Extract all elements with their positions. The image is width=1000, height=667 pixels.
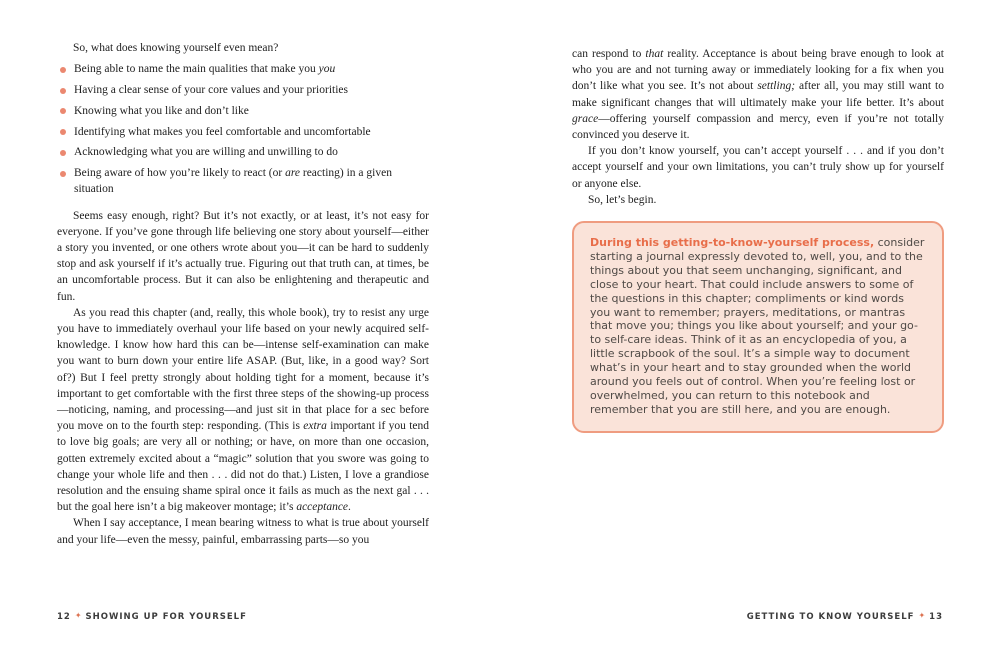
page-number: 13 xyxy=(929,612,943,622)
chapter-title: GETTING TO KNOW YOURSELF xyxy=(746,612,915,622)
left-page xyxy=(57,40,429,548)
bullet-dot-icon xyxy=(60,129,66,135)
bullet-text: Being able to name the main qualities that make you you xyxy=(74,63,336,76)
star-icon: ✦ xyxy=(74,611,82,620)
callout-lead: During this getting-to-know-yourself process, xyxy=(590,236,875,250)
callout-body: consider starting a journal expressly devoted to, well, you, and to the things about you that seem unchanging, significant, and close to your heart. That could include answers to some of the questions in this chapter; compliments or kind words you want to remember; prayers, meditations, or mantras that move you; things you like about yourself; and your go-to self-care ideas. Think of it as an encyclopedia of you, a little scrapbook of the soul. It’s a simple way to document what’s in your heart and to stay grounded when the world around you feels out of control. When you’re feeling lost or overwhelmed, you can return to this notebook and remember that you are still here, and you are enough. xyxy=(590,236,925,416)
right-footer xyxy=(747,612,943,622)
paragraph: Seems easy enough, right? But it’s not exactly, or at least, it’s not easy for everyone. If you’ve gone through life believing one story about yourself—either a story you invented, or one others wrote about you—it can be hard to suddenly stop and ask yourself if it’s actually true. Figuring out that truth can, at times, be an uncomfortable process. But it can also be enlightening and therapeutic and fun. xyxy=(57,209,429,303)
paragraph: As you read this chapter (and, really, this whole book), try to resist any urge you have to immediately overhaul your life based on your newly acquired self-knowledge. I know how hard this can be—intense self-examination can make you want to burn down your entire life ASAP. (But, like, in a good way? Sort of?) But I feel pretty strongly about holding tight for a moment, because it’s important to get comfortable with the first three steps of the showing-up process—noticing, naming, and processing—and just sit in that place for a sec before you move on to the fourth step: responding. (This is extra important if you tend to love big goals; are very all or nothing; or have, on more than one occasion, gotten extremely excited about a “magic” solution that you swore was going to change your whole life and then . . . did not do that.) Listen, I love a grandiose resolution and the ensuing shame spiral once it fails as much as the next gal . . . but the goal here isn’t a big makeover montage; it’s acceptance. xyxy=(57,306,430,514)
list-item xyxy=(57,82,429,98)
bullet-dot-icon xyxy=(60,150,66,156)
page-number: 12 xyxy=(57,612,71,622)
list-item xyxy=(57,165,429,197)
bullet-dot-icon xyxy=(60,67,66,73)
list-item xyxy=(57,124,429,140)
bullet-text: Knowing what you like and don’t like xyxy=(74,104,249,117)
list-item xyxy=(57,103,429,119)
list-item xyxy=(57,144,429,160)
chapter-title: SHOWING UP FOR YOURSELF xyxy=(85,612,247,622)
right-page xyxy=(572,46,944,433)
paragraph: can respond to that reality. Acceptance is about being brave enough to look at who you are and not turning away or immediately looking for a fix when you don’t like what you see. It’s not about settling; after all, you may still want to make significant changes that will ultimately make your life better. It’s about grace—offering yourself compassion and mercy, even if you’re not totally convinced you deserve it. xyxy=(572,48,944,142)
intro-line: So, what does knowing yourself even mean? xyxy=(73,42,279,54)
bullet-dot-icon xyxy=(60,171,66,177)
bullet-text: Having a clear sense of your core values and your priorities xyxy=(74,84,348,96)
list-item xyxy=(57,61,429,77)
paragraph: When I say acceptance, I mean bearing witness to what is true about yourself and your life—even the messy, painful, embarrassing parts—so you xyxy=(57,517,429,546)
callout-box xyxy=(572,221,944,433)
paragraph: So, let’s begin. xyxy=(588,193,657,206)
star-icon: ✦ xyxy=(918,611,926,620)
bullet-text: Being aware of how you’re likely to react (or are reacting) in a given situation xyxy=(74,167,392,196)
paragraph: If you don’t know yourself, you can’t accept yourself . . . and if you don’t accept yourself and your own limitations, you can’t truly show up for yourself or anyone else. xyxy=(572,145,944,190)
bullet-list xyxy=(57,61,429,197)
bullet-text: Acknowledging what you are willing and unwilling to do xyxy=(74,146,338,159)
bullet-text: Identifying what makes you feel comfortable and uncomfortable xyxy=(74,125,371,138)
bullet-dot-icon xyxy=(60,108,66,114)
bullet-dot-icon xyxy=(60,88,66,94)
left-footer xyxy=(57,612,247,622)
